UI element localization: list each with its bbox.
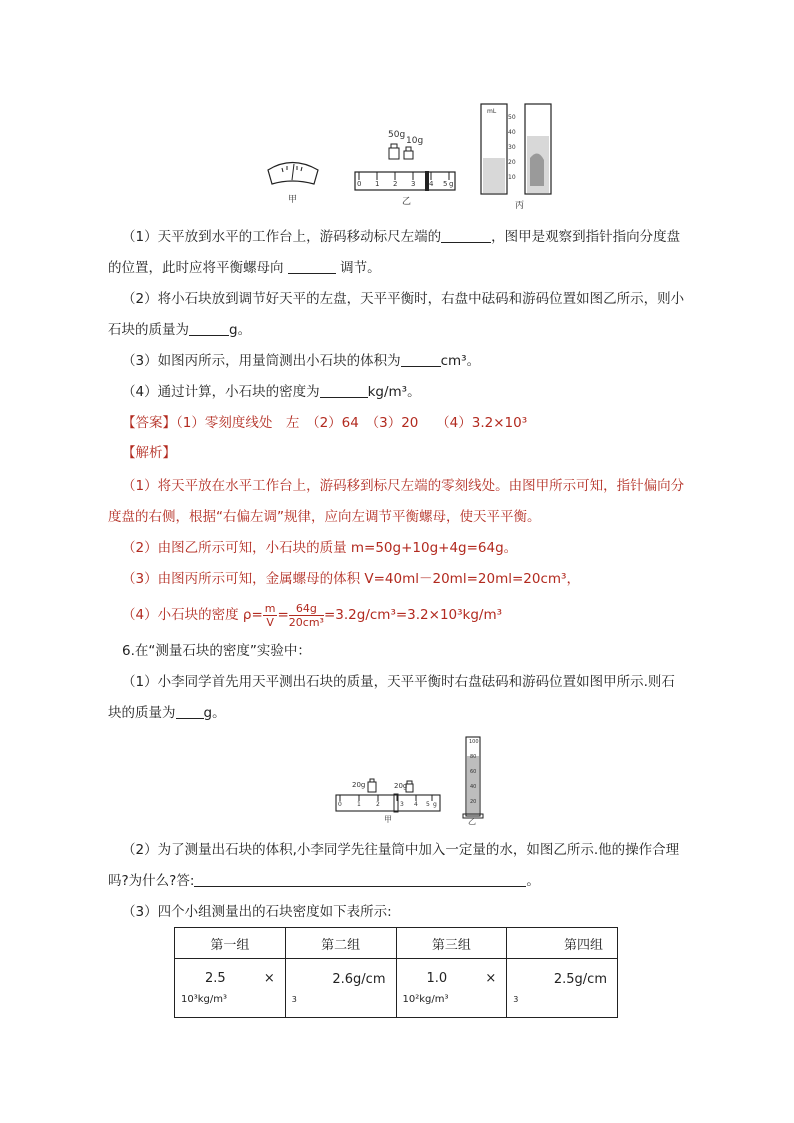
table-cell-group2 [285,959,396,1018]
q6-part1-line2 [108,703,698,723]
q6-part2-line2 [108,871,698,891]
q5-analysis-tag-line [122,443,698,463]
q6-part3-line [122,902,698,922]
analysis-3-text: （3）由图丙所示可知，金属螺母的体积 V=40ml－20ml=20ml=20cm³， [122,571,580,587]
cylinder-tick-50: 50 [508,114,516,121]
fig2-ruler-tick-5: 5 [426,801,430,808]
q5-part2-text-a: （2）将小石块放到调节好天平的左盘，天平平衡时，右盘中砝码和游码位置如图乙所示，则小 [122,291,685,307]
cell-value: 1.0 [426,971,448,986]
q6-part2-line1 [122,840,698,860]
q5-part1-text-d: 调节。 [340,260,381,276]
ruler-tick-5: 5 [443,180,448,188]
balance-figure-1-svg [262,100,562,210]
q6-part1-text-a: （1）小李同学首先用天平测出石块的质量，天平平衡时右盘砝码和游码位置如图甲所示.则石 [122,674,675,690]
q5-part1-text-b: ，图甲是观察到指针指向分度盘 [491,229,681,245]
table-header-cell: 第二组 [285,928,396,959]
fig2-weight-label-2: 20g [394,782,408,790]
table-header-cell: 第一组 [175,928,286,959]
cell-bottom: 10²kg/m³ [402,994,449,1005]
q5-part3-text-b: cm³。 [440,353,481,369]
analysis-2-text: （2）由图乙所示可知，小石块的质量 m=50g+10g+4g=64g。 [122,540,518,556]
q5-part3-line [122,351,698,371]
q5-part1-text-a: （1）天平放到水平的工作台上，游码移动标尺左端的 [122,229,442,245]
q5-part4-line [122,382,698,402]
cell-value: 2.5g/cm [553,972,607,987]
cell-value: 2.6g/cm [332,972,386,987]
q5-part1-blank-2 [288,259,336,274]
answer-tag: 【答案】 [122,415,176,431]
q6-part1-text-c: g。 [203,705,226,721]
weight-label-10g: 10g [406,136,424,146]
q5-part1-blank-1 [441,228,491,243]
q5-part2-text-c: g。 [229,322,252,338]
q5-part4-text-b: kg/m³。 [367,384,421,400]
analysis-4-suffix: =3.2g/cm³=3.2×10³kg/m³ [323,607,503,623]
q5-part3-blank [401,352,441,367]
fig2-cylinder-tick-20: 20 [470,799,477,805]
q5-part1-line2 [108,258,698,278]
analysis-1-text-b: 度盘的右侧，根据“右偏左调”规律，应向左调节平衡螺母，使天平平衡。 [108,509,541,525]
q5-part2-line1 [122,289,698,309]
fig2-cylinder-tick-100: 100 [469,739,479,745]
cell-bottom: 10³kg/m³ [181,994,227,1005]
fig2-cylinder-tick-80: 80 [470,754,477,760]
q5-part2-blank [189,321,229,336]
table-header-cell: 第四组 [507,928,618,959]
table-cell-group1 [175,959,286,1018]
fig2-caption-yi: 乙 [468,817,476,826]
fig2-ruler-tick-1: 1 [357,801,361,808]
fig2-ruler-tick-0: 0 [338,801,342,808]
q5-analysis-1-line2 [108,507,698,527]
balance-figure-2-svg [332,734,492,826]
q5-part1-text-c: 的位置，此时应将平衡螺母向 [108,260,284,276]
cylinder-unit-label: mL [487,108,497,115]
fig2-cylinder-tick-60: 60 [470,769,477,775]
cell-bottom: 3 [513,995,519,1004]
density-fraction-mv [263,602,278,629]
ruler-tick-4: 4 [429,180,434,188]
figure-balance-set-1 [262,100,562,210]
q6-part2-answer-blank [194,872,526,887]
fig2-ruler-tick-3: 3 [400,801,404,808]
fig2-ruler-tick-unit: g [433,801,437,808]
q6-part3-text: （3）四个小组测量出的石块密度如下表所示: [122,904,392,920]
q5-part2-text-b: 石块的质量为 [108,322,189,338]
q5-part4-blank [320,383,368,398]
ruler-tick-1: 1 [375,180,380,188]
table-header-row [175,928,618,959]
table-header-cell: 第三组 [396,928,507,959]
q5-analysis-1-line1 [122,476,698,496]
q5-part2-line2 [108,320,698,340]
ruler-tick-0: 0 [357,180,362,188]
analysis-tag: 【解析】 [122,445,176,461]
q6-part1-blank [176,704,204,719]
fraction-numerator-64g: 64g [289,602,324,616]
analysis-4-prefix: （4）小石块的密度 ρ= [122,607,263,623]
q6-part1-line1 [122,672,698,692]
fig2-cylinder-tick-40: 40 [470,784,477,790]
answer-text: （1）零刻度线处 左 （2）64 （3）20 （4）3.2×10³ [176,415,528,431]
q5-answer-line [122,413,698,433]
density-results-table [174,927,618,1018]
figure-caption-yi: 乙 [402,197,412,207]
ruler-tick-3: 3 [411,180,416,188]
cell-top [513,972,611,987]
weight-label-50g: 50g [388,130,406,140]
fig2-ruler-tick-2: 2 [376,801,380,808]
ruler-tick-unit: g [449,180,454,188]
figure-caption-jia: 甲 [288,195,298,205]
analysis-1-text-a: （1）将天平放在水平工作台上，游码移到标尺左端的零刻线处。由图甲所示可知，指针偏向分 [122,478,685,494]
table-cell-group4 [507,959,618,1018]
cylinder-tick-40: 40 [508,129,516,136]
fraction-numerator-m: m [264,601,276,615]
fraction-denominator-20cm3: 20cm³ [288,615,324,629]
q5-part3-text-a: （3）如图丙所示，用量筒测出小石块的体积为 [122,353,401,369]
cell-bottom: 3 [291,995,297,1004]
ruler-tick-2: 2 [393,180,398,188]
cell-top [292,972,390,987]
q6-title: 6.在“测量石块的密度”实验中： [122,643,311,659]
fraction-denominator-v: V [266,615,274,629]
cylinder-tick-20: 20 [508,159,516,166]
cell-top [181,971,279,986]
fig2-caption-jia: 甲 [384,815,392,824]
q5-part4-text-a: （4）通过计算，小石块的密度为 [122,384,320,400]
cell-top [403,971,501,986]
analysis-4-equals: = [277,607,289,623]
table-row [175,959,618,1018]
q5-part1-line1 [122,227,698,247]
table-cell-group3 [396,959,507,1018]
density-fraction-values [289,602,324,629]
figure-balance-set-2 [332,734,492,826]
cylinder-tick-10: 10 [508,174,516,181]
cell-value: 2.5 [205,971,226,986]
q6-part2-text-a: （2）为了测量出石块的体积,小李同学先往量筒中加入一定量的水，如图乙所示.他的操作合理 [122,842,680,858]
q6-part2-text-c: 。 [526,873,540,889]
q6-part2-text-b: 吗?为什么?答: [108,873,195,889]
fig2-weight-label-1: 20g [352,781,366,789]
cylinder-tick-30: 30 [508,144,516,151]
fig2-ruler-tick-4: 4 [414,801,418,808]
figure-caption-bing: 丙 [515,201,525,211]
q6-part1-text-b: 块的质量为 [108,705,176,721]
q5-analysis-3-line [122,569,698,589]
q5-analysis-4-line [122,600,698,630]
cell-times: × [485,971,497,986]
q5-analysis-2-line [122,538,698,558]
q6-title-line [122,641,698,661]
cell-times: × [263,971,275,986]
